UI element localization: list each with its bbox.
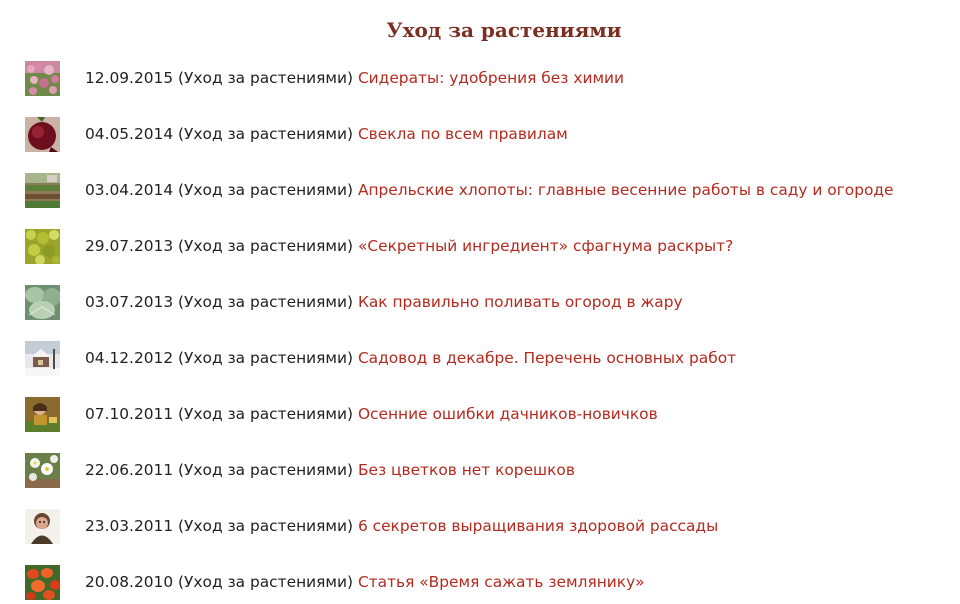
article-item	[25, 172, 955, 208]
article-category: (Уход за растениями)	[178, 69, 354, 87]
article-link[interactable]: Без цветков нет корешков	[357, 461, 575, 479]
child-thumbnail[interactable]	[25, 509, 60, 544]
article-item	[25, 396, 955, 432]
article-link[interactable]: Сидераты: удобрения без химии	[357, 69, 625, 87]
article-date: 29.07.2013	[85, 237, 174, 255]
article-date: 04.05.2014	[85, 125, 174, 143]
white-flowers-thumbnail[interactable]	[25, 453, 60, 488]
article-category: (Уход за растениями)	[178, 125, 354, 143]
article-category: (Уход за растениями)	[178, 461, 354, 479]
article-item	[25, 340, 955, 376]
article-category: (Уход за растениями)	[178, 293, 354, 311]
article-link[interactable]: «Секретный ингредиент» сфагнума раскрыт?	[357, 237, 734, 255]
article-date: 23.03.2011	[85, 517, 174, 535]
article-date: 03.07.2013	[85, 293, 174, 311]
article-item	[25, 228, 955, 264]
snowy-house-thumbnail[interactable]	[25, 341, 60, 376]
article-item	[25, 284, 955, 320]
article-category: (Уход за растениями)	[178, 181, 354, 199]
article-item	[25, 116, 955, 152]
strawberries-thumbnail[interactable]	[25, 565, 60, 600]
sphagnum-moss-thumbnail[interactable]	[25, 229, 60, 264]
article-date: 20.08.2010	[85, 573, 174, 591]
article-date: 03.04.2014	[85, 181, 174, 199]
section-title: Уход за растениями	[386, 18, 622, 42]
article-category: (Уход за растениями)	[178, 573, 354, 591]
article-link[interactable]: Апрельские хлопоты: главные весенние работы в саду и огороде	[357, 181, 894, 199]
garden-beds-thumbnail[interactable]	[25, 173, 60, 208]
article-link[interactable]: Свекла по всем правилам	[357, 125, 568, 143]
article-item	[25, 60, 955, 96]
article-category: (Уход за растениями)	[178, 349, 354, 367]
article-item	[25, 508, 955, 544]
article-link[interactable]: 6 секретов выращивания здоровой рассады	[357, 517, 719, 535]
article-link[interactable]: Статья «Время сажать землянику»	[357, 573, 645, 591]
article-category: (Уход за растениями)	[178, 405, 354, 423]
article-category: (Уход за растениями)	[178, 517, 354, 535]
article-category: (Уход за растениями)	[178, 237, 354, 255]
article-link[interactable]: Садовод в декабре. Перечень основных работ	[357, 349, 737, 367]
beetroot-thumbnail[interactable]	[25, 117, 60, 152]
article-item	[25, 564, 955, 600]
article-link[interactable]: Как правильно поливать огород в жару	[357, 293, 683, 311]
article-date: 12.09.2015	[85, 69, 174, 87]
article-date: 22.06.2011	[85, 461, 174, 479]
gardener-woman-thumbnail[interactable]	[25, 397, 60, 432]
article-date: 04.12.2012	[85, 349, 174, 367]
article-item	[25, 452, 955, 488]
cabbage-leaves-thumbnail[interactable]	[25, 285, 60, 320]
pink-flowers-thumbnail[interactable]	[25, 61, 60, 96]
article-date: 07.10.2011	[85, 405, 174, 423]
article-link[interactable]: Осенние ошибки дачников-новичков	[357, 405, 658, 423]
